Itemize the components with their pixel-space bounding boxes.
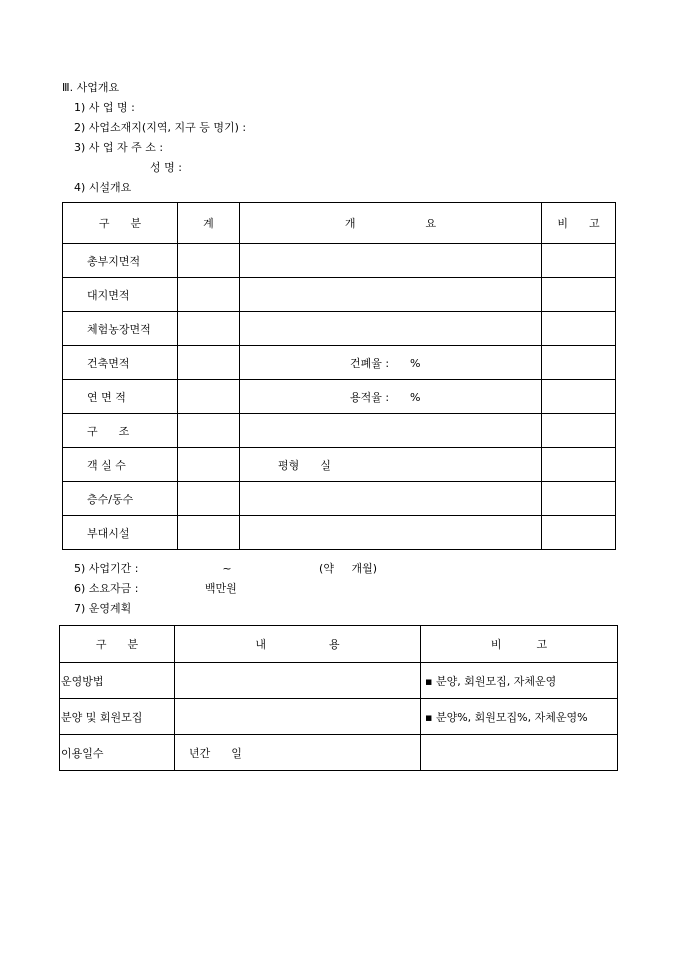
table-row bbox=[63, 448, 616, 482]
business-address-item: 3) 사 업 자 주 소 : bbox=[74, 141, 164, 154]
table-row bbox=[63, 482, 616, 516]
remarks-cell[interactable] bbox=[542, 414, 616, 448]
row-label: 구 조 bbox=[63, 414, 178, 448]
total-cell[interactable] bbox=[178, 448, 240, 482]
header-remarks: 비 고 bbox=[421, 626, 618, 663]
summary-cell[interactable] bbox=[240, 482, 542, 516]
row-label: 운영방법 bbox=[60, 663, 175, 699]
row-label: 건축면적 bbox=[63, 346, 178, 380]
content-cell[interactable]: 년간 일 bbox=[175, 735, 421, 771]
note-cell[interactable] bbox=[421, 735, 618, 771]
table-row bbox=[63, 516, 616, 550]
row-label: 부대시설 bbox=[63, 516, 178, 550]
remarks-cell[interactable] bbox=[542, 244, 616, 278]
header-category: 구 분 bbox=[63, 203, 178, 244]
table-row bbox=[60, 663, 618, 699]
total-cell[interactable] bbox=[178, 516, 240, 550]
table-row bbox=[63, 278, 616, 312]
summary-cell[interactable] bbox=[240, 312, 542, 346]
table-row bbox=[63, 380, 616, 414]
row-label: 층수/동수 bbox=[63, 482, 178, 516]
row-label: 분양 및 회원모집 bbox=[60, 699, 175, 735]
facility-table bbox=[62, 202, 616, 550]
total-cell[interactable] bbox=[178, 312, 240, 346]
section-heading: Ⅲ. 사업개요 bbox=[62, 81, 120, 94]
remarks-cell[interactable] bbox=[542, 482, 616, 516]
summary-cell[interactable]: 평형 실 bbox=[240, 448, 542, 482]
remarks-cell[interactable] bbox=[542, 516, 616, 550]
facility-overview-item: 4) 시설개요 bbox=[74, 181, 132, 194]
operation-plan-table bbox=[59, 625, 618, 771]
table-header-row bbox=[60, 626, 618, 663]
business-period-item: 5) 사업기간 : ~ (약 개월) bbox=[74, 562, 377, 575]
row-label: 객 실 수 bbox=[63, 448, 178, 482]
header-total: 계 bbox=[178, 203, 240, 244]
summary-cell[interactable] bbox=[240, 414, 542, 448]
header-summary: 개 요 bbox=[240, 203, 542, 244]
remarks-cell[interactable] bbox=[542, 380, 616, 414]
total-cell[interactable] bbox=[178, 414, 240, 448]
total-cell[interactable] bbox=[178, 380, 240, 414]
total-cell[interactable] bbox=[178, 482, 240, 516]
summary-cell[interactable] bbox=[240, 516, 542, 550]
total-cell[interactable] bbox=[178, 346, 240, 380]
table-row bbox=[63, 312, 616, 346]
row-label: 연 면 적 bbox=[63, 380, 178, 414]
total-cell[interactable] bbox=[178, 244, 240, 278]
note-cell: ▪ 분양%, 회원모집%, 자체운영% bbox=[421, 699, 618, 735]
total-cell[interactable] bbox=[178, 278, 240, 312]
header-content: 내 용 bbox=[175, 626, 421, 663]
remarks-cell[interactable] bbox=[542, 278, 616, 312]
business-owner-name-item: 성 명 : bbox=[150, 161, 182, 174]
row-label: 대지면적 bbox=[63, 278, 178, 312]
table-header-row bbox=[63, 203, 616, 244]
table-row bbox=[63, 346, 616, 380]
table-row bbox=[60, 699, 618, 735]
business-location-item: 2) 사업소재지(지역, 지구 등 명기) : bbox=[74, 121, 247, 134]
summary-cell[interactable]: 건폐율 : % bbox=[240, 346, 542, 380]
remarks-cell[interactable] bbox=[542, 312, 616, 346]
remarks-cell[interactable] bbox=[542, 346, 616, 380]
row-label: 이용일수 bbox=[60, 735, 175, 771]
summary-cell[interactable] bbox=[240, 278, 542, 312]
remarks-cell[interactable] bbox=[542, 448, 616, 482]
note-cell: ▪ 분양, 회원모집, 자체운영 bbox=[421, 663, 618, 699]
content-cell[interactable] bbox=[175, 663, 421, 699]
table-row bbox=[63, 414, 616, 448]
summary-cell[interactable] bbox=[240, 244, 542, 278]
content-cell[interactable] bbox=[175, 699, 421, 735]
table-row bbox=[60, 735, 618, 771]
summary-cell[interactable]: 용적율 : % bbox=[240, 380, 542, 414]
business-name-item: 1) 사 업 명 : bbox=[74, 101, 135, 114]
header-remarks: 비 고 bbox=[542, 203, 616, 244]
required-funds-item: 6) 소요자금 : 백만원 bbox=[74, 582, 237, 595]
operation-plan-item: 7) 운영계획 bbox=[74, 602, 132, 615]
row-label: 체험농장면적 bbox=[63, 312, 178, 346]
row-label: 총부지면적 bbox=[63, 244, 178, 278]
table-row bbox=[63, 244, 616, 278]
header-category: 구 분 bbox=[60, 626, 175, 663]
